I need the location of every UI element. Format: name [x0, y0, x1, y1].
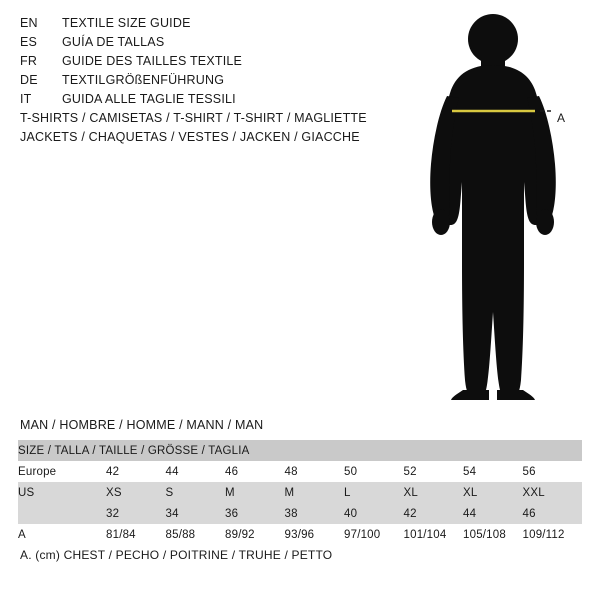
legend-language-text: TEXTILGRÖßENFÜHRUNG [62, 73, 225, 87]
cell: 44 [166, 461, 226, 482]
language-legend [20, 16, 420, 111]
cell: S [166, 482, 226, 503]
legend-language-text: GUIDA ALLE TAGLIE TESSILI [62, 92, 236, 106]
cell: 48 [285, 461, 345, 482]
cell: M [225, 482, 285, 503]
legend-language-text: GUIDE DES TAILLES TEXTILE [62, 54, 243, 68]
cell: 40 [344, 503, 404, 524]
category-jackets: JACKETS / CHAQUETAS / VESTES / JACKEN / GIACCHE [20, 130, 360, 144]
row-label: US [18, 482, 106, 503]
category-tshirts: T-SHIRTS / CAMISETAS / T-SHIRT / T-SHIRT / MAGLIETTE [20, 111, 367, 125]
size-table [18, 440, 582, 545]
legend-language-code: FR [20, 54, 38, 68]
cell: 93/96 [285, 524, 345, 545]
cell: 46 [225, 461, 285, 482]
cell: 42 [404, 503, 464, 524]
cell: 97/100 [344, 524, 404, 545]
cell: M [285, 482, 345, 503]
table-header-label: SIZE / TALLA / TAILLE / GRÖSSE / TAGLIA [18, 440, 582, 461]
table-title: MAN / HOMBRE / HOMME / MANN / MAN [20, 418, 264, 432]
cell: 52 [404, 461, 464, 482]
cell: 42 [106, 461, 166, 482]
cell: 109/112 [523, 524, 583, 545]
cell: XL [463, 482, 523, 503]
row-label: A [18, 524, 106, 545]
legend-row [20, 92, 420, 111]
legend-row [20, 54, 420, 73]
cell: 32 [106, 503, 166, 524]
cell: 46 [523, 503, 583, 524]
legend-language-text: TEXTILE SIZE GUIDE [62, 16, 191, 30]
cell: 36 [225, 503, 285, 524]
table-row [18, 503, 582, 524]
silhouette-shape [430, 14, 556, 400]
row-label: Europe [18, 461, 106, 482]
legend-row [20, 16, 420, 35]
measurement-footnote: A. (cm) CHEST / PECHO / POITRINE / TRUHE / PETTO [20, 548, 333, 562]
table-row [18, 482, 582, 503]
legend-language-code: EN [20, 16, 38, 30]
garment-categories [20, 111, 367, 149]
legend-language-code: IT [20, 92, 32, 106]
table-row [18, 461, 582, 482]
cell: 101/104 [404, 524, 464, 545]
cell: XXL [523, 482, 583, 503]
cell: XL [404, 482, 464, 503]
cell: 54 [463, 461, 523, 482]
cell: 85/88 [166, 524, 226, 545]
cell: 50 [344, 461, 404, 482]
row-label [18, 503, 106, 524]
table-header-row [18, 440, 582, 461]
cell: 38 [285, 503, 345, 524]
cell: XS [106, 482, 166, 503]
cell: L [344, 482, 404, 503]
cell: 89/92 [225, 524, 285, 545]
cell: 105/108 [463, 524, 523, 545]
legend-row [20, 73, 420, 92]
chest-measure-label: A [557, 111, 566, 125]
legend-language-code: ES [20, 35, 38, 49]
male-silhouette-figure [405, 12, 590, 402]
legend-language-text: GUÍA DE TALLAS [62, 35, 165, 49]
cell: 56 [523, 461, 583, 482]
legend-language-code: DE [20, 73, 38, 87]
legend-row [20, 35, 420, 54]
cell: 81/84 [106, 524, 166, 545]
table-row [18, 524, 582, 545]
cell: 44 [463, 503, 523, 524]
cell: 34 [166, 503, 226, 524]
